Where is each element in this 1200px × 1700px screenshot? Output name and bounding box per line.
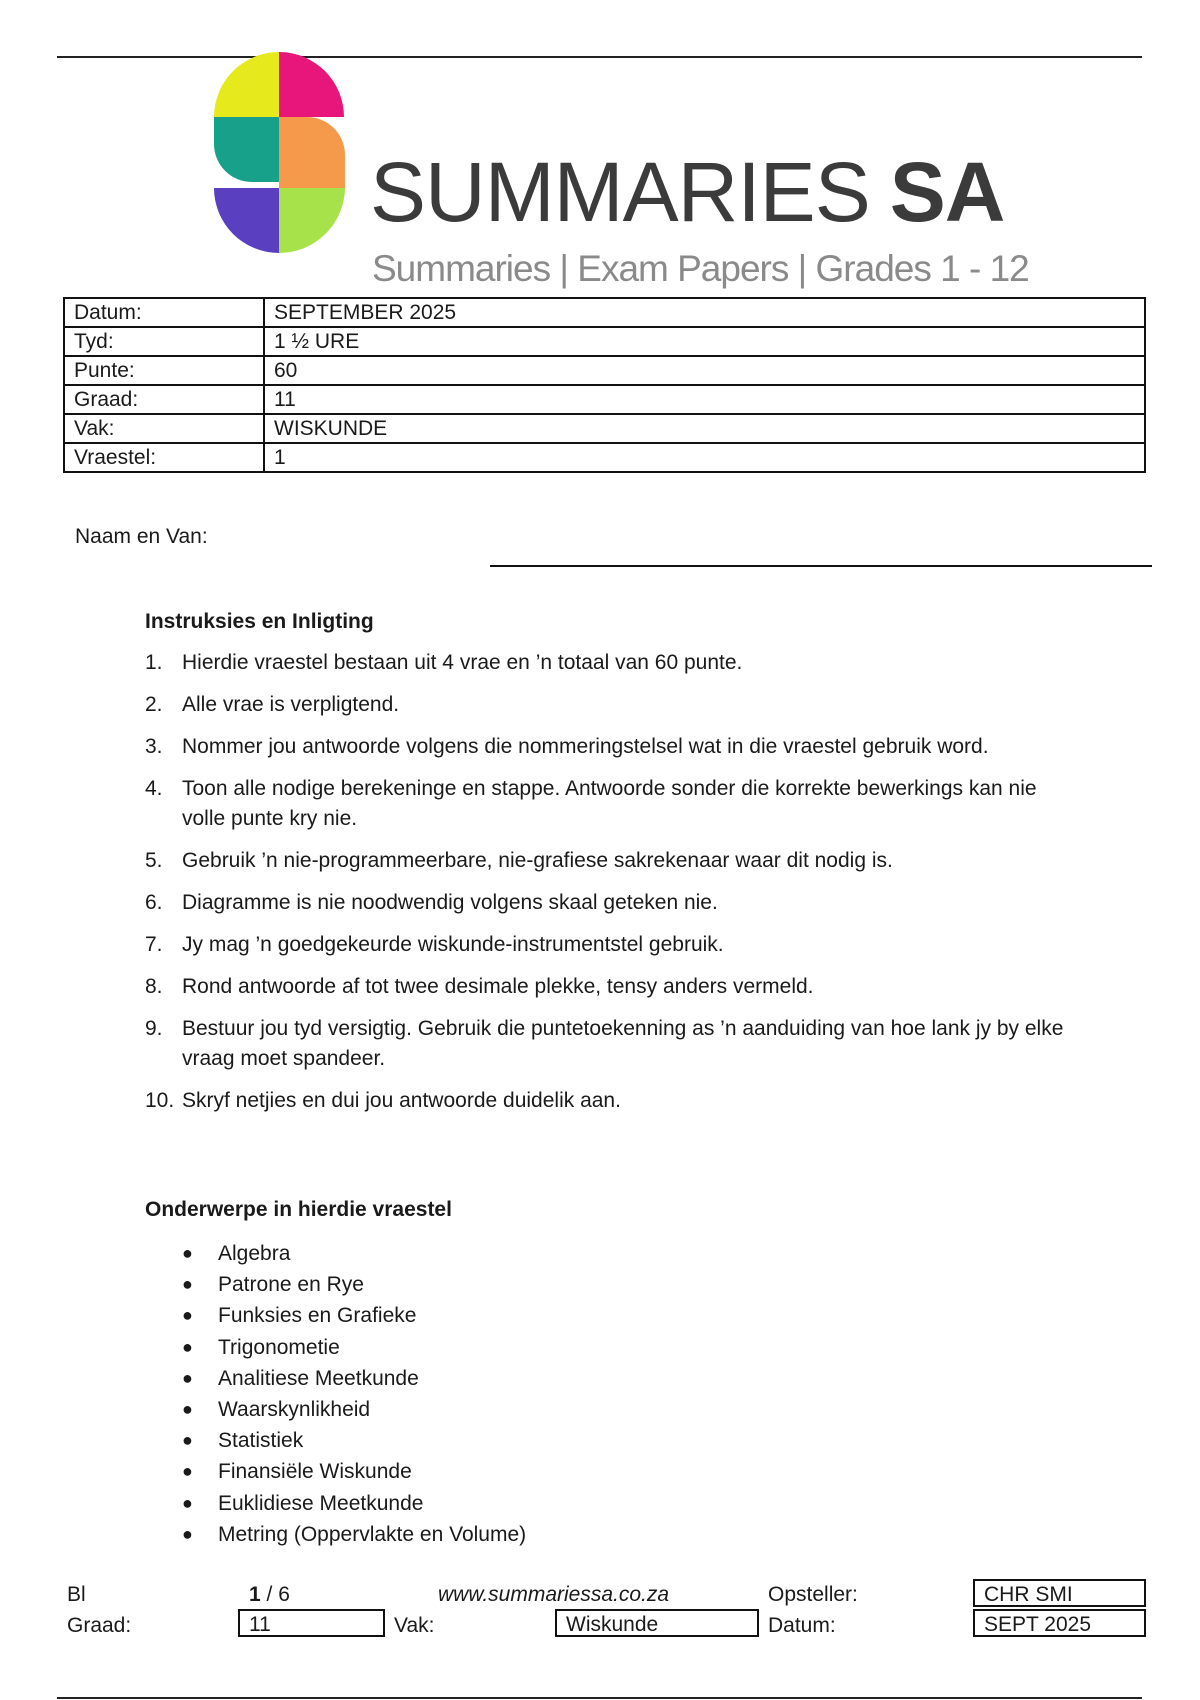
info-value: 60: [264, 356, 1145, 385]
footer-author-label: Opsteller:: [768, 1583, 858, 1606]
topic-item: [182, 1332, 526, 1363]
bullet-icon: ●: [182, 1243, 193, 1263]
bottom-rule: [57, 1697, 1142, 1699]
topic-text: Finansiële Wiskunde: [218, 1460, 412, 1484]
instruction-text: Gebruik ’n nie-programmeerbare, nie-grafiese sakrekenaar waar dit nodig is.: [182, 849, 893, 872]
instructions-list: [145, 648, 1065, 1128]
instruction-item: [145, 972, 1065, 1002]
bullet-icon: ●: [182, 1398, 193, 1419]
instruction-number: 9.: [145, 1017, 163, 1040]
instruction-number: 7.: [145, 933, 163, 956]
footer-website: www.summariessa.co.za: [438, 1583, 670, 1606]
footer-page-number: [249, 1583, 290, 1607]
instruction-text: Jy mag ’n goedgekeurde wiskunde-instrumentstel gebruik.: [182, 933, 724, 956]
name-line: [490, 565, 1152, 567]
topic-item: [182, 1269, 526, 1300]
topic-text: Trigonometie: [218, 1335, 340, 1359]
instruction-item: [145, 1014, 1065, 1074]
instruction-number: 5.: [145, 849, 163, 872]
instruction-number: 3.: [145, 735, 163, 758]
instruction-item: [145, 1086, 1065, 1116]
instruction-item: [145, 732, 1065, 762]
bullet-icon: ●: [182, 1336, 193, 1357]
instruction-item: [145, 774, 1065, 834]
info-row: [64, 385, 1145, 414]
instruction-text: Nommer jou antwoorde volgens die nommeringstelsel wat in die vraestel gebruik word.: [182, 735, 989, 758]
exam-info-table: [63, 297, 1146, 473]
instruction-item: [145, 648, 1065, 678]
topic-item: [182, 1300, 526, 1331]
info-row: [64, 327, 1145, 356]
topic-text: Funksies en Grafieke: [218, 1304, 417, 1328]
bullet-icon: ●: [182, 1274, 193, 1295]
footer-grade-box: 11: [238, 1609, 385, 1637]
info-row: [64, 356, 1145, 385]
brand-name-bold: SA: [889, 145, 1005, 239]
footer-page-label: Bl: [67, 1583, 86, 1606]
info-row: [64, 414, 1145, 443]
instruction-text: Rond antwoorde af tot twee desimale plekke, tensy anders vermeld.: [182, 975, 814, 998]
instruction-number: 6.: [145, 891, 163, 914]
instruction-number: 2.: [145, 693, 163, 716]
topic-text: Metring (Oppervlakte en Volume): [218, 1522, 527, 1546]
instruction-text: Diagramme is nie noodwendig volgens skaal geteken nie.: [182, 891, 718, 914]
instruction-item: [145, 888, 1065, 918]
topic-item: [182, 1363, 526, 1394]
topic-text: Algebra: [218, 1242, 291, 1265]
footer-page-current: 1: [249, 1583, 261, 1606]
summaries-sa-logo: [212, 50, 1029, 289]
logo-mark-icon: [212, 50, 347, 255]
bullet-icon: ●: [182, 1523, 193, 1544]
instructions-title: Instruksies en Inligting: [145, 610, 374, 633]
info-label: Tyd:: [64, 327, 264, 356]
instruction-number: 4.: [145, 777, 163, 800]
info-value: SEPTEMBER 2025: [264, 298, 1145, 327]
topic-item: [182, 1425, 526, 1456]
info-label: Datum:: [64, 298, 264, 327]
instruction-item: [145, 930, 1065, 960]
brand-name-light: SUMMARIES: [370, 145, 870, 239]
bullet-icon: ●: [182, 1492, 193, 1513]
footer-grade-label: Graad:: [67, 1614, 132, 1637]
instruction-number: 1.: [145, 651, 163, 674]
info-value: WISKUNDE: [264, 414, 1145, 443]
footer-page-total: / 6: [266, 1583, 290, 1606]
instruction-number: 8.: [145, 975, 163, 998]
topic-item: [182, 1456, 526, 1487]
instruction-text: Skryf netjies en dui jou antwoorde duidelik aan.: [182, 1089, 621, 1112]
info-label: Graad:: [64, 385, 264, 414]
bullet-icon: ●: [182, 1430, 193, 1451]
topic-item: [182, 1238, 526, 1269]
brand-tagline: Summaries | Exam Papers | Grades 1 - 12: [372, 248, 1029, 289]
topic-text: Analitiese Meetkunde: [218, 1366, 419, 1390]
info-value: 1 ½ URE: [264, 327, 1145, 356]
topic-text: Waarskynlikheid: [218, 1397, 371, 1421]
topic-text: Statistiek: [218, 1429, 304, 1453]
topic-text: Patrone en Rye: [218, 1273, 364, 1297]
instruction-text: Alle vrae is verpligtend.: [182, 693, 400, 716]
topics-title: Onderwerpe in hierdie vraestel: [145, 1198, 452, 1221]
topic-item: [182, 1488, 526, 1519]
footer-date-box: SEPT 2025: [973, 1609, 1146, 1637]
bullet-icon: ●: [182, 1367, 193, 1388]
topic-text: Euklidiese Meetkunde: [218, 1491, 424, 1515]
instruction-item: [145, 846, 1065, 876]
footer-subject-label: Vak:: [394, 1614, 435, 1637]
info-label: Punte:: [64, 356, 264, 385]
topic-item: [182, 1519, 526, 1550]
info-value: 11: [264, 385, 1145, 414]
info-value: 1: [264, 443, 1145, 472]
topic-item: [182, 1394, 526, 1425]
info-row: [64, 298, 1145, 327]
instruction-text: Hierdie vraestel bestaan uit 4 vrae en ’n totaal van 60 punte.: [182, 651, 743, 674]
bullet-icon: ●: [182, 1461, 193, 1482]
name-label: Naam en Van:: [75, 525, 208, 548]
info-row: [64, 443, 1145, 472]
info-label: Vak:: [64, 414, 264, 443]
instruction-number: 10.: [145, 1089, 175, 1112]
bullet-icon: ●: [182, 1305, 193, 1326]
topics-list: [182, 1238, 526, 1550]
instruction-text: Bestuur jou tyd versigtig. Gebruik die puntetoekenning as ’n aanduiding van hoe lank jy by elke vraag moet spandeer.: [182, 1017, 1064, 1070]
info-label: Vraestel:: [64, 443, 264, 472]
instruction-item: [145, 690, 1065, 720]
brand-name: [370, 145, 1005, 239]
footer-author-box: CHR SMI: [973, 1579, 1146, 1607]
footer-date-label: Datum:: [768, 1614, 836, 1637]
instruction-text: Toon alle nodige berekeninge en stappe. Antwoorde sonder die korrekte bewerkings kan nie volle punte kry nie.: [182, 777, 1037, 830]
footer-subject-box: Wiskunde: [555, 1609, 759, 1637]
